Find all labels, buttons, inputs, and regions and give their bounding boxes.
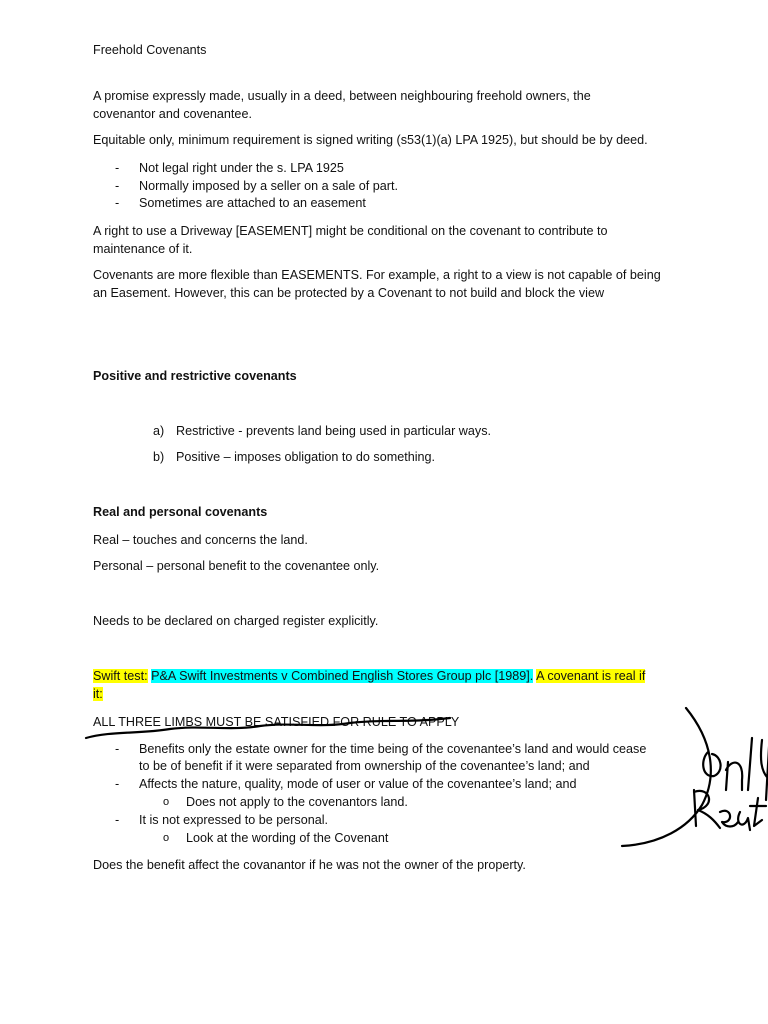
bullet-dash: - bbox=[115, 742, 120, 756]
sub-bullet-circle: o bbox=[163, 796, 170, 808]
bullet-dash: - bbox=[115, 196, 120, 210]
bracket-curve bbox=[622, 708, 711, 846]
intro-line-1: A promise expressly made, usually in a deed, between neighbouring freehold owners, the bbox=[93, 89, 591, 103]
squiggle-underline bbox=[86, 718, 450, 738]
closing-question: Does the benefit affect the covanantor if he was not the owner of the property. bbox=[93, 858, 526, 872]
equitable-paragraph: Equitable only, minimum requirement is signed writing (s53(1)(a) LPA 1925), but should be by deed. bbox=[93, 133, 648, 147]
handwriting-only bbox=[703, 730, 768, 800]
sub-list-item: Does not apply to the covenantors land. bbox=[186, 795, 408, 809]
limbs-heading: ALL THREE LIMBS MUST BE SATISFIED FOR RULE TO APPLY bbox=[93, 715, 460, 729]
doc-title: Freehold Covenants bbox=[93, 43, 207, 57]
declared-paragraph: Needs to be declared on charged register explicitly. bbox=[93, 614, 379, 628]
driveway-line-1: A right to use a Driveway [EASEMENT] might be conditional on the covenant to contribute to bbox=[93, 224, 608, 238]
bullet-dash: - bbox=[115, 161, 120, 175]
list-item: Benefits only the estate owner for the time being of the covenantee’s land and would cease bbox=[139, 742, 647, 756]
bullet-dash: - bbox=[115, 777, 120, 791]
list-item: Sometimes are attached to an easement bbox=[139, 196, 366, 210]
flexible-line-1: Covenants are more flexible than EASEMENTS. For example, a right to a view is not capable of being bbox=[93, 268, 661, 282]
list-item: Normally imposed by a seller on a sale of part. bbox=[139, 179, 398, 193]
personal-definition: Personal – personal benefit to the covenantee only. bbox=[93, 559, 380, 573]
swift-tail-highlight: A covenant is real if bbox=[536, 669, 646, 683]
sub-bullet-circle: o bbox=[163, 832, 170, 844]
list-item: Affects the nature, quality, mode of user or value of the covenantee’s land; and bbox=[139, 777, 577, 791]
list-item: Positive – imposes obligation to do something. bbox=[176, 450, 436, 464]
swift-label-highlight: Swift test: bbox=[93, 669, 148, 683]
bullet-dash: - bbox=[115, 179, 120, 193]
swift-case-highlight: P&A Swift Investments v Combined English Stores Group plc [1989]. bbox=[151, 669, 534, 683]
flexible-line-2: an Easement. However, this can be protected by a Covenant to not build and block the view bbox=[93, 286, 605, 300]
swift-tail-highlight: it: bbox=[93, 687, 103, 701]
real-definition: Real – touches and concerns the land. bbox=[93, 533, 308, 547]
handwriting-real bbox=[694, 790, 766, 830]
list-item: Not legal right under the s. LPA 1925 bbox=[139, 161, 344, 175]
sub-list-item: Look at the wording of the Covenant bbox=[186, 831, 389, 845]
list-marker: b) bbox=[153, 450, 165, 464]
heading-real-personal: Real and personal covenants bbox=[93, 505, 268, 519]
intro-line-2: covenantor and covenantee. bbox=[93, 107, 252, 121]
list-item: Restrictive - prevents land being used in particular ways. bbox=[176, 424, 491, 438]
list-item-continued: to be of benefit if it were separated from ownership of the covenantee’s land; and bbox=[139, 759, 590, 773]
heading-positive-restrictive: Positive and restrictive covenants bbox=[93, 369, 297, 383]
bullet-dash: - bbox=[115, 813, 120, 827]
list-item: It is not expressed to be personal. bbox=[139, 813, 329, 827]
list-marker: a) bbox=[153, 424, 165, 438]
driveway-line-2: maintenance of it. bbox=[93, 242, 193, 256]
